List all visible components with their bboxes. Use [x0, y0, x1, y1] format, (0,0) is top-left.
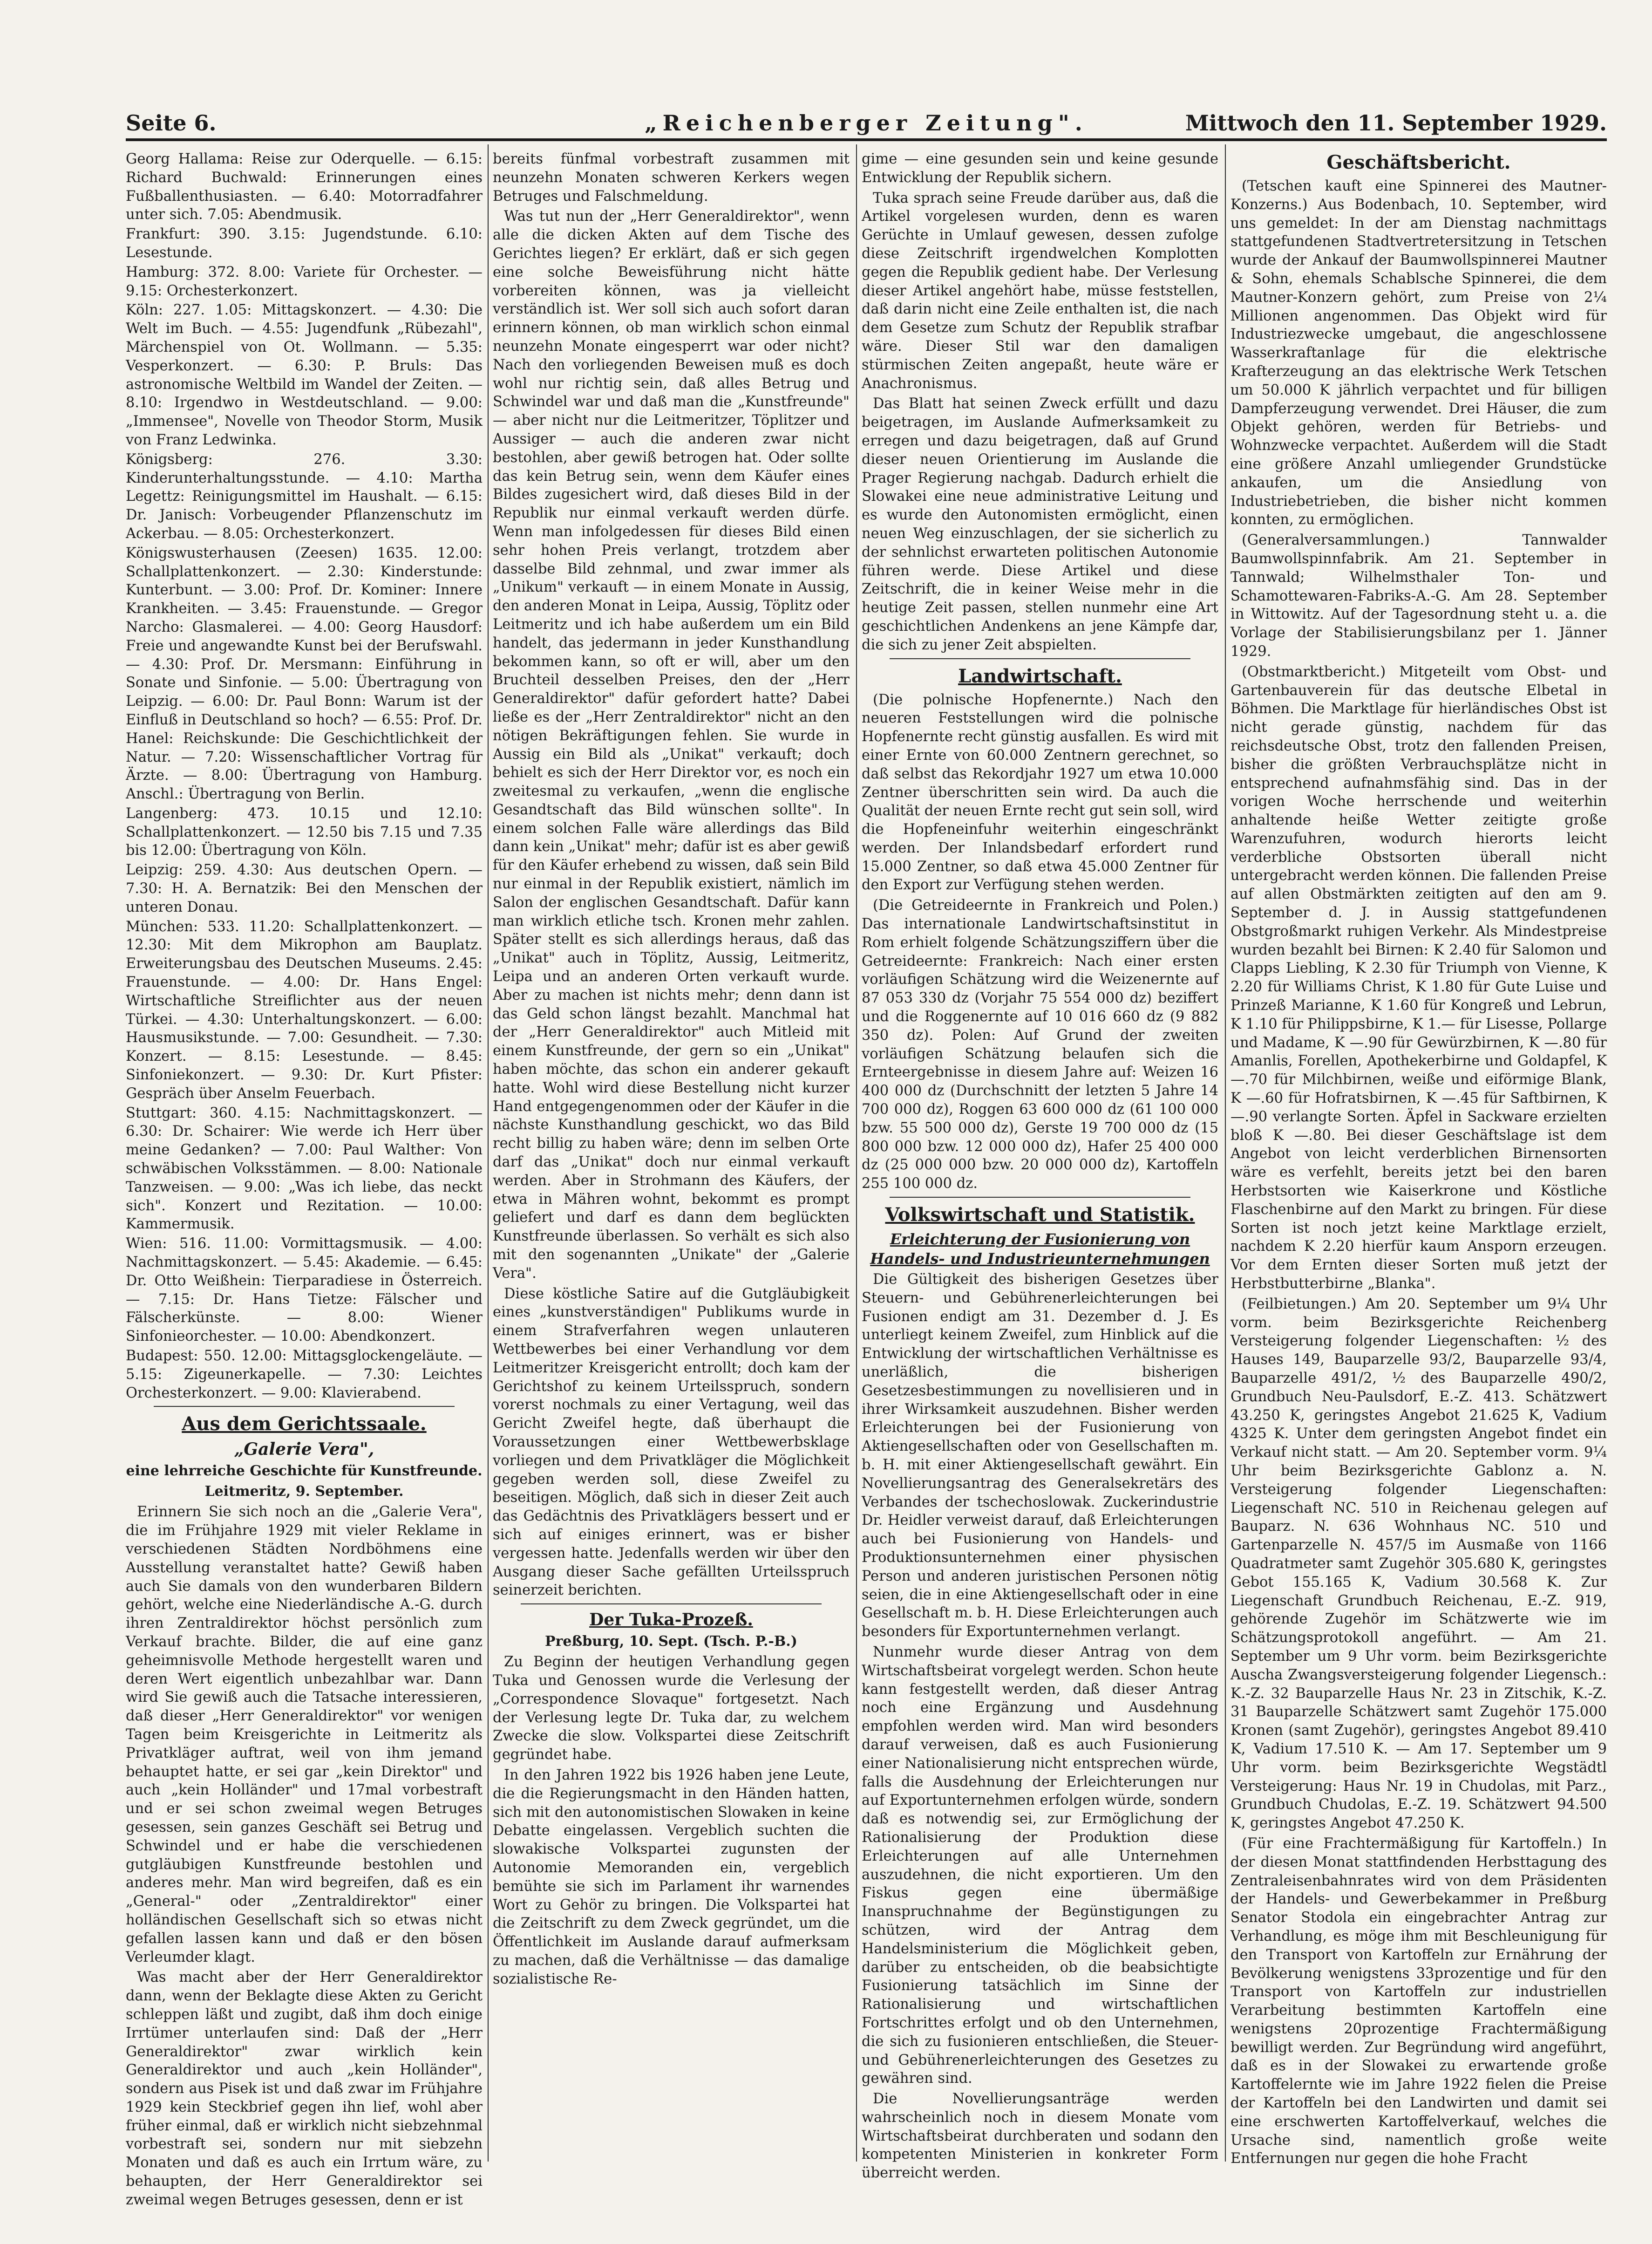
- column-divider: [1225, 144, 1226, 2162]
- article-paragraph: Zu Beginn der heutigen Verhandlung gegen Tuka und Genossen wurde die Verlesung der „Correspondence Slovaque" fortgesetzt. Nach der Verlesung legte Dr. Tuka dar, zu welchem Zwecke die slow. Volkspartei diese Zeitschrift gegründet habe.: [493, 1654, 850, 1763]
- newspaper-title: „Reichenberger Zeitung".: [645, 110, 1088, 136]
- column-3: [862, 150, 1218, 2182]
- article-paragraph: (Die Getreideernte in Frankreich und Polen.) Das internationale Landwirtschaftsinstitut in Rom erhielt folgende Schätzungsziffern über die Getreideernte: Frankreich: Nach einer ersten vorläufigen Schätzung wird die Weizenernte auf 87 053 330 dz (Vorjahr 75 554 000 dz) beziffert und die Roggenernte auf 10 016 660 dz (9 882 350 dz). Polen: Auf Grund der zweiten vorläufigen Schätzung belaufen sich die Ernteergebnisse in diesem Jahre auf: Weizen 16 400 000 dz (Durchschnitt der letzten 5 Jahre 14 700 000 dz), Roggen 63 600 000 dz (61 100 000 bzw. 55 500 000 dz), Gerste 19 700 000 dz (15 800 000 bzw. 12 000 000 dz), Hafer 25 400 000 dz (25 000 000 bzw. 20 000 000 dz), Kartoffeln 255 100 000 dz.: [862, 897, 1218, 1192]
- article-paragraph: Tuka sprach seine Freude darüber aus, daß die Artikel vorgelesen wurden, denn es waren Gerüchte in Umlauf gewesen, dessen zufolge diese Zeitschrift irgendwelchen Komplotten gegen die Republik gedient habe. Der Verlesung dieser Artikel angehört habe, müsse feststellen, daß darin nicht eine Zeile enthalten ist, die nach dem Gesetze zum Schutz der Republik strafbar wäre. Dieser Stil war den damaligen stürmischen Zeiten angepaßt, heute wäre er Anachronismus.: [862, 190, 1218, 392]
- page-number: Seite 6.: [126, 110, 217, 136]
- article-paragraph: Was macht aber der Herr Generaldirektor dann, wenn der Beklagte diese Akten zu Gericht schleppen läßt und zugibt, daß ihm doch einige Irrtümer unterlaufen sind: Daß der „Herr Generaldirektor" zwar wirklich kein Generaldirektor und auch „kein Holländer", sondern aus Pisek ist und daß zwar im Frühjahre 1929 kein Steckbrief gegen ihn lief, wohl aber früher einmal, daß er wirklich nicht siebzehnmal vorbestraft sei, sondern nur mit siebzehn Monaten und daß es auch ein Irrtum wäre, zu behaupten, der Herr Generaldirektor sei zweimal wegen Betruges gesessen, denn er ist: [126, 1969, 483, 2208]
- radio-entry: Königsberg: 276. 3.30: Kinderunterhaltungsstunde. — 4.10: Martha Legettz: Reinigungsmittel im Haushalt. — 6.15: Dr. Janisch: Vorbeugender Pflanzenschutz im Ackerbau. — 8.05: Orchesterkonzert.: [126, 451, 483, 542]
- header-rule: [126, 138, 1607, 141]
- dateline: Preßburg, 10. Sept. (Tsch. P.-B.): [545, 1633, 797, 1650]
- radio-entry: Budapest: 550. 12.00: Mittagsglockengeläute. — 5.15: Zigeunerkapelle. — 7.30: Leichtes Orchesterkonzert. — 9.00: Klavierabend.: [126, 1348, 483, 1401]
- article-paragraph: Was tut nun der „Herr Generaldirektor", wenn alle die dicken Akten auf dem Tische des Gerichtes liegen? Er erklärt, daß er sich gegen eine solche Beweisführung nicht hätte vorbereiten können, was ja vielleicht verständlich ist. Wer soll sich auch sofort daran erinnern können, ob man wirklich schon einmal neunzehn Monate eingesperrt war oder nicht? Nach den vorliegenden Beweisen muß es doch wohl nur richtig sein, daß alles Betrug und Schwindel war und daß man die „Kunstfreunde" — aber nicht nur die Leitmeritzer, Töplitzer und Aussiger — auch die anderen zwar nicht bestohlen, aber gewiß betrogen hat. Oder sollte das kein Betrug sein, wenn dem Käufer eines Bildes zugesichert wird, daß dieses Bild in der Republik nur einmal verkauft werden dürfe. Wenn man infolgedessen für dieses Bild einen sehr hohen Preis verlangt, trotzdem aber dasselbe Bild zehnmal, und zwar immer als „Unikum" verkauft — in einem Monate in Aussig, den anderen Monat in Leipa, Aussig, Töplitz oder Leitmeritz und ich habe außerdem um ein Bild handelt, das jedermann in jeder Kunsthandlung bekommen kann, so oft er will, aber um den Bruchteil desselben Preises, den der „Herr Generaldirektor" dafür gefordert hatte? Dabei ließe es der „Herr Zentraldirektor" nicht an den nötigen Bekräftigungen fehlen. Sie wurde in Aussig ein Bild als „Unikat" verkauft; doch behielt es sich der Herr Direktor vor, es noch ein zweitesmal zu verkaufen, „wenn die englische Gesandtschaft das Bild wünschen sollte". In einem solchen Falle wäre allerdings das Bild dann kein „Unikat" mehr; dafür ist es aber gewiß für den Käufer erhebend zu wissen, daß sein Bild nur einmal in der Republik existiert, nämlich im Salon der englischen Gesandtschaft. Dafür kann man wirklich etliche tsch. Kronen mehr zahlen. Später stellt es sich allerdings heraus, daß das „Unikat" auch in Töplitz, Aussig, Leitmeritz, Leipa und an anderen Orten verkauft wurde. Aber zu machen ist nichts mehr; denn dann ist das Geld schon längst bezahlt. Manchmal hat der „Herr Generaldirektor" auch Mitleid mit einem Kunstfreunde, der gern so ein „Unikat" haben möchte, das schon ein anderer gekauft hatte. Wohl wird diese Bestellung nicht kurzer Hand entgegengenommen oder der Käufer in die nächste Kunsthandlung geschickt, wo das Bild recht billig zu haben wäre; denn im selben Orte darf das „Unikat" doch nur einmal verkauft werden. Aber in Strohmann des Käufers, der etwa in Mähren wohnt, bekommt es prompt geliefert und darf es dann dem beglückten Kunstfreunde überlassen. So verhält es sich also mit den sogenannten „Unikate" der „Galerie Vera".: [493, 208, 850, 1282]
- article-paragraph: bereits fünfmal vorbestraft zusammen mit neunzehn Monaten schweren Kerkers wegen Betruges und Falschmeldung.: [493, 151, 850, 205]
- radio-entry: Königswusterhausen (Zeesen) 1635. 12.00: Schallplattenkonzert. — 2.30: Kinderstunde: Kunterbunt. — 3.00: Prof. Dr. Kominer: Innere Krankheiten. — 3.45: Frauenstunde. — Gregor Narcho: Glasmalerei. — 4.00: Georg Hausdorf: Freie und angewandte Kunst bei der Berufswahl. — 4.30: Prof. Dr. Mersmann: Einführung in Sonate und Sinfonie. — 5.00: Übertragung von Leipzig. — 6.00: Dr. Paul Bonn: Warum ist der Einfluß in Deutschland so hoch? — 6.55: Prof. Dr. Hanel: Reichskunde: Die Geschichtlichkeit der Natur. — 7.20: Wissenschaftlicher Vortrag für Ärzte. — 8.00: Übertragung von Hamburg. Anschl.: Übertragung von Berlin.: [126, 545, 483, 803]
- page-header: [126, 105, 1607, 137]
- article-paragraph: In den Jahren 1922 bis 1926 haben jene Leute, die die Regierungsmacht in den Händen hatten, sich mit den autonomistischen Slowaken in keine Debatte eingelassen. Vergeblich suchten die slowakische Volkspartei zugunsten der Autonomie Memoranden ein, vergeblich bemühte sie sich im Parlament ihr warnendes Wort zu Gehör zu bringen. Die Volkspartei hat die Zeitschrift zu dem Zweck gegründet, um die Öffentlichkeit im Auslande darauf aufmerksam zu machen, daß die Verhältnisse — das damalige sozialistische Re-: [493, 1767, 850, 1987]
- dateline: Leitmeritz, 9. September.: [204, 1483, 404, 1500]
- section-rule: [890, 658, 1190, 659]
- article-subtitle: eine lehrreiche Geschichte für Kunstfreunde.: [126, 1463, 483, 1480]
- article-paragraph: Die Novellierungsanträge werden wahrscheinlich noch in diesem Monate vom Wirtschaftsbeirat durchberaten und sodann den kompetenten Ministerien in konkreter Form überreicht werden.: [862, 2091, 1218, 2182]
- article-paragraph: (Feilbietungen.) Am 20. September um 9¼ Uhr vorm. beim Bezirksgerichte Reichenberg Versteigerung folgender Liegenschaften: ½ des Hauses 149, Bauparzelle 93/2, Bauparzelle 93/4, Bauparzelle 491/2, ½ des Bauparzelle 490/2, Grundbuch Neu-Paulsdorf, E.-Z. 413. Schätzwert 43.250 K, geringstes Angebot 21.625 K, Vadium 4325 K. Unter dem geringsten Angebot findet ein Verkauf nicht statt. — Am 20. September vorm. 9¼ Uhr beim Bezirksgerichte Gablonz a. N. Versteigerung folgender Liegenschaften: Liegenschaft NC. 510 in Reichenau gelegen auf Bauparz. N. 636 Wohnhaus NC. 510 und Gartenparzelle N. 457/5 im Ausmaße von 1166 Quadratmeter samt Zugehör 305.680 K, geringstes Gebot 155.165 K, Vadium 30.568 K. Zur Liegenschaft Grundbuch Reichenau, E.-Z. 919, gehörende Zugehör im Schätzwerte wie im Schätzungsprotokoll angeführt. — Am 21. September um 9 Uhr vorm. beim Bezirksgerichte Auscha Zwangsversteigerung folgender Liegensch.: K.-Z. 32 Bauparzelle Haus Nr. 23 in Zitschik, K.-Z. 31 Bauparzelle Schätzwert samt Zugehör 175.000 Kronen (samt Zugehör), geringstes Angebot 89.410 K, Vadium 17.510 K. — Am 17. September um 9 Uhr vorm. beim Bezirksgerichte Wegstädtl Versteigerung: Haus Nr. 19 in Chudolas, mit Parz., Grundbuch Chudolas, E.-Z. 19. Schätzwert 94.500 K, geringstes Angebot 47.250 K.: [1231, 1296, 1607, 1832]
- column-1: [126, 150, 483, 2208]
- column-2: [493, 150, 850, 2162]
- radio-entry: Georg Hallama: Reise zur Oderquelle. — 6.15: Richard Buchwald: Erinnerungen eines Fußballenthusiasten. — 6.40: Motorradfahrer unter sich. 7.05: Abendmusik.: [126, 151, 483, 223]
- article-paragraph: gime — eine gesunden sein und keine gesunde Entwicklung der Republik sichern.: [862, 151, 1218, 186]
- article-paragraph: (Generalversammlungen.) Tannwalder Baumwollspinnfabrik. Am 21. September in Tannwald; Wilhelmsthaler Ton- und Schamottewaren-Fabriks-A.-G. Am 28. September in Wittowitz. Auf der Tagesordnung steht u. a. die Vorlage der Stabilisierungsbilanz per 1. Jänner 1929.: [1231, 532, 1607, 660]
- article-paragraph: Nunmehr wurde dieser Antrag von dem Wirtschaftsbeirat vorgelegt werden. Schon heute kann festgestellt werden, daß dieser Antrag noch eine Ergänzung und Ausdehnung empfohlen werden wird. Man wird besonders darauf verweisen, daß es auch Fusionierung einer Nationalisierung nicht entsprechen würde, falls die Ausdehnung der Erleichterungen nur auf Exportunternehmen erfolgen würde, sondern daß es notwendig sei, zur Ermöglichung der Rationalisierung der Produktion diese Erleichterungen auf alle Unternehmen auszudehnen, die nicht exportieren. Um den Fiskus gegen eine übermäßige Inanspruchnahme der Begünstigungen zu schützen, wird der Antrag dem Handelsministerium die Möglichkeit geben, darüber zu entscheiden, ob die beabsichtigte Fusionierung tatsächlich im Sinne der Rationalisierung und wirtschaftlichen Fortschrittes erfolgt und ob den Unternehmen, die sich zu fusionieren entschließen, die Steuer- und Gebührenerleichterungen des Gesetzes zu gewähren sind.: [862, 1644, 1218, 2087]
- section-title: Geschäftsbericht.: [1326, 151, 1511, 173]
- radio-entry: Leipzig: 259. 4.30: Aus deutschen Opern. — 7.30: H. A. Bernatzik: Bei den Menschen der unteren Donau.: [126, 862, 483, 915]
- article-paragraph: (Obstmarktbericht.) Mitgeteilt vom Obst- und Gartenbauverein für das deutsche Elbetal in Böhmen. Die Marktlage für hierländisches Obst ist nicht gerade günstig, nachdem für das reichsdeutsche Obst, trotz den fallenden Preisen, bisher die größten Verbrauchsplätze nicht in entsprechend aufnahmsfähig sind. Das in der vorigen Woche herrschende und weiterhin anhaltende heiße Wetter zeitigte große Warenzufuhren, wodurch hierorts leicht verderbliche Obstsorten überall nicht untergebracht werden können. Die fallenden Preise auf allen Obstmärkten zeitigten auf den am 9. September d. J. in Aussig stattgefundenen Obstgroßmarkt ruhigen Verkehr. Als Mindestpreise wurden bezahlt bei Birnen: K 2.40 für Salomon und Clapps Liebling, K 2.30 für Triumph von Vienne, K 2.20 für Williams Christ, K 1.80 für Gute Luise und Prinzeß Marianne, K 1.60 für Kongreß und Lebrun, K 1.10 für Philippsbirne, K 1.— für Lisesse, Pollarge und Madame, K —.90 für Gewürzbirnen, K —.80 für Amanlis, Forellen, Apothekerbirne und Goldapfel, K —.70 für Milchbirnen, weiße und eiförmige Blank, K —.60 für Hofratsbirnen, K —.45 für Saftbirnen, K —.90 verlangte Sorten. Äpfel in Sackware erzielten bloß K —.80. Bei dieser Geschäftslage ist dem Angebot von leicht verderblichen Birnensorten wäre es verfehlt, bereits jetzt bei den baren Herbstsorten wie Kaiserkrone und Köstliche Flaschenbirne auf den Markt zu bringen. Für diese Sorten ist noch jetzt keine Marktlage erzielt, nachdem K 2.20 hierfür kaum Ansporn erzeugen. Vor dem Ernten dieser Sorten muß jetzt der Herbstbutterbirne „Blanka".: [1231, 663, 1607, 1292]
- section-rule: [154, 1406, 455, 1407]
- article-paragraph: Diese köstliche Satire auf die Gutgläubigkeit eines „kunstverständigen" Publikums wurde in einem Strafverfahren wegen unlauteren Wettbewerbes bei einer Verhandlung vor dem Leitmeritzer Kreisgericht entrollt; doch kam der Gerichtshof zu keinem Urteilsspruch, sondern vorerst nochmals zu einer Vertagung, weil das Gericht Zweifel hegte, daß überhaupt die Voraussetzungen einer Wettbewerbsklage vorliegen und dem Privatkläger die Möglichkeit gegeben werden soll, diese Zweifel zu beseitigen. Möglich, daß sich in dieser Zeit auch das Gedächtnis des Privatklägers bessert und er sich auf einiges erinnert, was er bisher vergessen hatte. Jedenfalls werden wir über den Ausgang dieser Sache gefällten Urteilsspruch seinerzeit berichten.: [493, 1285, 850, 1599]
- column-divider: [856, 144, 857, 2162]
- article-paragraph: Das Blatt hat seinen Zweck erfüllt und dazu beigetragen, im Auslande Aufmerksamkeit zu erregen und dazu beigetragen, daß auf Grund dieser neuen Orientierung im Auslande die Prager Regierung nachgab. Dadurch erhielt die Slowakei eine neue administrative Leitung und es wurde den Autonomisten ermöglicht, einen neuen Weg einzuschlagen, der sie sicherlich zu der sehnlichst erwarteten politischen Autonomie führen werde. Diese Artikel und diese Zeitschrift, die in keiner Weise mehr in die heutige Zeit passen, stellen nunmehr eine Art geschichtlichen Andenkens an jene Kämpfe dar, die sich zu jener Zeit abspielten.: [862, 396, 1218, 653]
- issue-date: Mittwoch den 11. September 1929.: [1185, 110, 1607, 136]
- radio-entry: Frankfurt: 390. 3.15: Jugendstunde. 6.10: Lesestunde.: [126, 226, 483, 261]
- article-title: Erleichterung der Fusionierung von Handels- und Industrieunternehmungen: [870, 1230, 1210, 1268]
- radio-program: [126, 150, 483, 1402]
- article-rule: [521, 1603, 822, 1604]
- radio-entry: Wien: 516. 11.00: Vormittagsmusik. — 4.00: Nachmittagskonzert. — 5.45: Akademie. — 6.45: Dr. Otto Weißhein: Tierparadiese in Österreich. — 7.15: Dr. Hans Tietze: Fälscher und Fälscherkünste. — 8.00: Wiener Sinfonieorchester. — 10.00: Abendkonzert.: [126, 1235, 483, 1345]
- article-paragraph: Die Gültigkeit des bisherigen Gesetzes über Steuern- und Gebührenerleichterungen bei Fusionen endigt am 31. Dezember d. J. Es unterliegt keinem Zweifel, zum Hinblick auf die Entwicklung der wirtschaftlichen Verhältnisse es unerläßlich, die bisherigen Gesetzesbestimmungen zu novellisieren und in ihrer Wirksamkeit auszudehnen. Bisher werden Erleichterungen bei der Fusionierung von Aktiengesellschaften oder von Gesellschaften m. b. H. mit einer Aktiengesellschaft gewährt. Ein Novellierungsantrag des Generalsekretärs des Verbandes der tschechoslowak. Zuckerindustrie Dr. Heidler verweist darauf, daß Erleichterungen auch bei Fusionierung von Handels- und Produktionsunternehmen einer physischen Person und anderen juristischen Personen nötig seien, die in eine Aktiengesellschaft oder in eine Gesellschaft m. b. H. Diese Erleichterungen auch besonders für Exportunternehmen verlangt.: [862, 1271, 1218, 1640]
- article-paragraph: (Tetschen kauft eine Spinnerei des Mautner-Konzerns.) Aus Bodenbach, 10. September, wird uns gemeldet: In der am Dienstag nachmittags stattgefundenen Stadtvertretersitzung in Tetschen wurde der Ankauf der Baumwollspinnerei Mautner & Sohn, ehemals Schablsche Spinnerei, die dem Mautner-Konzern gehört, zum Preise von 2¼ Millionen angenommen. Das Objekt wird für Industriezwecke umgebaut, die angeschlossene Wasserkraftanlage für die elektrische Krafterzeugung an das elektrische Werk Tetschen um 50.000 K jährlich verpachtet und für billigen Dampferzeugung verwendet. Drei Häuser, die zum Objekt gehören, werden für Betriebs- und Wohnzwecke verpachtet. Außerdem will die Stadt eine größere Anzahl umliegender Grundstücke ankaufen, um die Ansiedlung von Industriebetrieben, die bisher nicht kommen konnten, zu ermöglichen.: [1231, 178, 1607, 528]
- article-paragraph: (Für eine Frachtermäßigung für Kartoffeln.) In der diesen Monat stattfindenden Herbsttagung des Zentraleisenbahnrates wird von dem Präsidenten der Handels- und Gewerbekammer in Preßburg Senator Stodola ein eingebrachter Antrag zur Verhandlung, es möge ihm mit Beschleunigung für den Transport von Kartoffeln zur Ernährung der Bevölkerung wenigstens 33prozentige und für den Transport von Kartoffeln zur industriellen Verarbeitung bestimmten Kartoffeln eine wenigstens 20prozentige Frachtermäßigung bewilligt werden. Zur Begründung wird angeführt, daß es in der Slowakei zu erwartende große Kartoffelernte wie im Jahre 1922 fielen die Preise der Kartoffeln bei den Landwirten und damit sei eine erschwerten Kartoffelverkauf, welches die Ursache sind, namentlich große weite Entfernungen nur gegen die hohe Fracht: [1231, 1835, 1607, 2167]
- column-4: [1231, 150, 1607, 2167]
- section-title: Landwirtschaft.: [958, 665, 1122, 687]
- radio-entry: Stuttgart: 360. 4.15: Nachmittagskonzert. — 6.30: Dr. Schairer: Wie werde ich Herr über meine Gedanken? — 7.00: Paul Walther: Von schwäbischen Volksstämmen. — 8.00: Nationale Tanzweisen. — 9.00: „Was ich liebe, das neckt sich". Konzert und Rezitation. — 10.00: Kammermusik.: [126, 1105, 483, 1233]
- article-title: Der Tuka-Prozeß.: [589, 1610, 753, 1630]
- radio-entry: Langenberg: 473. 10.15 und 12.10: Schallplattenkonzert. — 12.50 bis 7.15 und 7.35 bis 12.00: Übertragung von Köln.: [126, 805, 483, 859]
- section-title: Volkswirtschaft und Statistik.: [885, 1204, 1195, 1226]
- radio-entry: Hamburg: 372. 8.00: Variete für Orchester. — 9.15: Orchesterkonzert.: [126, 264, 483, 299]
- article-paragraph: (Die polnische Hopfenernte.) Nach den neueren Feststellungen wird die polnische Hopfenernte recht günstig ausfallen. Es wird mit einer Ernte von 60.000 Zentnern gerechnet, so daß selbst das Rekordjahr 1927 um etwa 10.000 Zentner überschritten sein wird. Da auch die Qualität der neuen Ernte recht gut sein soll, wird die Hopfeneinfuhr weiterhin eingeschränkt werden. Der Inlandsbedarf erfordert rund 15.000 Zentner, so daß etwa 45.000 Zentner für den Export zur Verfügung stehen werden.: [862, 691, 1218, 894]
- radio-entry: Köln: 227. 1.05: Mittagskonzert. — 4.30: Die Welt im Buch. — 4.55: Jugendfunk „Rübezahl", Märchenspiel von Ot. Wollmann. — 5.35: Vesperkonzert. — 6.30: P. Bruls: Das astronomische Weltbild im Wandel der Zeiten. — 8.10: Irgendwo in Westdeutschland. — 9.00: „Immensee", Novelle von Theodor Storm, Musik von Franz Ledwinka.: [126, 302, 483, 448]
- article-paragraph: Erinnern Sie sich noch an die „Galerie Vera", die im Frühjahre 1929 mit vieler Reklame in verschiedenen Städten Nordböhmens eine Ausstellung veranstaltet hatte? Gewiß haben auch Sie damals von den wunderbaren Bildern gehört, welche eine Niederländische A.-G. durch ihren Zentraldirektor höchst persönlich zum Verkauf brachte. Bilder, die auf eine ganz geheimnisvolle Methode hergestellt waren und deren Wert eigentlich unbezahlbar war. Dann wird Sie gewiß auch die Tatsache interessieren, daß dieser „Herr Generaldirektor" vor wenigen Tagen beim Kreisgerichte in Leitmeritz als Privatkläger auftrat, weil von ihm jemand behauptet hatte, er sei gar „kein Direktor" und auch „kein Holländer" und 17mal vorbestraft und er sei schon zweimal wegen Betruges gesessen, sein ganzes Geschäft sei Betrug und Schwindel und er habe die verschiedenen gutgläubigen Kunstfreunde bestohlen und anderes mehr. Man wird begreifen, daß es ein „General-" oder „Zentraldirektor" einer holländischen Gesellschaft sich so etwas nicht gefallen lassen kann und daß er den bösen Verleumder klagt.: [126, 1504, 483, 1965]
- article-title: „Galerie Vera",: [234, 1439, 374, 1460]
- section-rule: [890, 1197, 1190, 1198]
- radio-entry: München: 533. 11.20: Schallplattenkonzert. — 12.30: Mit dem Mikrophon am Bauplatz. Erweiterungsbau des Deutschen Museums. 2.45: Frauenstunde. — 4.00: Dr. Hans Engel: Wirtschaftliche Streiflichter aus der neuen Türkei. — 4.30: Unterhaltungskonzert. — 6.00: Hausmusikstunde. — 7.00: Gesundheit. — 7.30: Konzert. — 8.15: Lesestunde. — 8.45: Sinfoniekonzert. — 9.30: Dr. Kurt Pfister: Gespräch über Anselm Feuerbach.: [126, 918, 483, 1102]
- section-title: Aus dem Gerichtssaale.: [182, 1413, 427, 1435]
- column-divider: [488, 144, 489, 2162]
